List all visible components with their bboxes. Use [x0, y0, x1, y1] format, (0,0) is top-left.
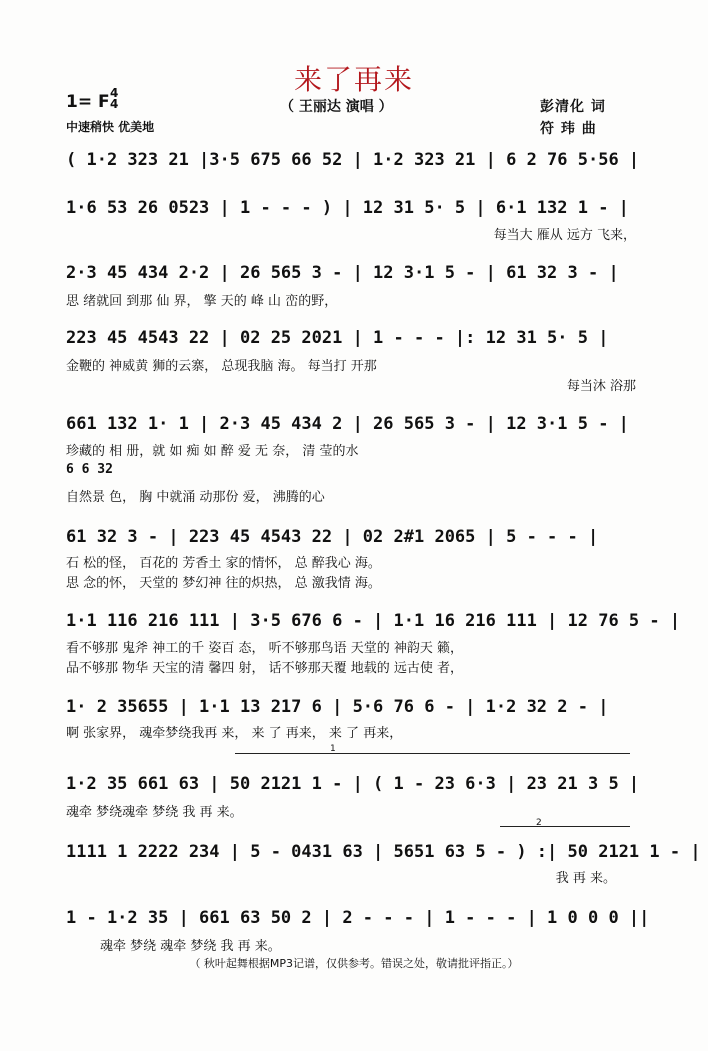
volta-2-bracket — [500, 826, 630, 827]
score-row-3-notes: 2·3 45 434 2·2 | 26 565 3 - | 12 3·1 5 - | 61 32 3 - | — [66, 263, 619, 283]
score-row-5-lyrics-verse2: 自然景 色， 胸 中就涌 动那份 爱， 沸腾的心 — [66, 490, 325, 505]
time-signature-bottom: 4 — [110, 97, 119, 111]
score-row-8-lyrics: 啊 张家界， 魂牵梦绕我再 来， 来 了 再来， 来 了 再来， — [66, 726, 403, 741]
score-row-2-lyrics: 每当大 雁从 远方 飞来， — [493, 228, 636, 243]
score-row-6-notes: 61 32 3 - | 223 45 4543 22 | 02 2#1 2065 | 5 - - - | — [66, 527, 599, 547]
score-row-2-notes: 1·6 53 26 0523 | 1 - - - ) | 12 31 5· 5 | 6·1 132 1 - | — [66, 198, 629, 218]
score-row-5-alt-notes: 6 6 32 — [66, 462, 113, 477]
key-signature: 1= F — [66, 92, 110, 112]
score-row-1-notes: ( 1·2 323 21 |3·5 675 66 52 | 1·2 323 21 | 6 2 76 5·56 | — [66, 150, 640, 170]
score-row-4-lyrics: 金鞭的 神威黄 狮的云寨， 总现我脑 海。 每当打 开那 — [66, 359, 377, 374]
score-row-8-notes: 1· 2 35655 | 1·1 13 217 6 | 5·6 76 6 - | 1·2 32 2 - | — [66, 697, 609, 717]
singer-credit: （ 王丽达 演唱 ） — [280, 99, 393, 115]
score-row-4-notes: 223 45 4543 22 | 02 25 2021 | 1 - - - |: 12 31 5· 5 | — [66, 328, 609, 348]
score-row-7-lyrics: 看不够那 鬼斧 神工的千 姿百 态， 听不够那鸟语 天堂的 神韵天 籁， — [66, 641, 464, 656]
score-row-7-lyrics-verse2: 品不够那 物华 天宝的清 馨四 射， 话不够那天覆 地载的 远古使 者， — [66, 661, 464, 676]
lyricist-credit: 彭清化 词 — [540, 99, 606, 115]
score-row-11-lyrics: 魂牵 梦绕 魂牵 梦绕 我 再 来。 — [100, 939, 281, 954]
score-row-5-lyrics: 珍藏的 相 册，就 如 痴 如 醉 爱 无 奈， 清 莹的水 — [66, 444, 359, 459]
score-row-6-lyrics: 石 松的怪， 百花的 芳香土 家的情怀， 总 醉我心 海。 — [66, 556, 381, 571]
time-signature-top: 4 — [110, 86, 119, 100]
composer-credit: 符 玮 曲 — [540, 121, 597, 137]
time-signature — [110, 88, 118, 110]
footnote: （ 秋叶起舞根据MP3记谱，仅供参考。错误之处，敬请批评指正。） — [189, 957, 519, 970]
volta-2-number: 2 — [536, 818, 542, 828]
score-row-9-notes: 1·2 35 661 63 | 50 2121 1 - | ( 1 - 23 6·3 | 23 21 3 5 | — [66, 774, 640, 794]
score-row-7-notes: 1·1 116 216 111 | 3·5 676 6 - | 1·1 16 216 111 | 12 76 5 - | — [66, 611, 681, 631]
volta-1-number: 1 — [330, 744, 336, 754]
score-row-6-lyrics-verse2: 思 念的怀， 天堂的 梦幻神 往的炽热， 总 激我情 海。 — [66, 576, 381, 591]
score-row-9-lyrics: 魂牵 梦绕魂牵 梦绕 我 再 来。 — [66, 805, 243, 820]
score-row-5-notes: 661 132 1· 1 | 2·3 45 434 2 | 26 565 3 - | 12 3·1 5 - | — [66, 414, 629, 434]
song-title: 来了再来 — [293, 63, 414, 96]
score-row-10-notes: 1111 1 2222 234 | 5 - 0431 63 | 5651 63 5 - ) :| 50 2121 1 - | — [66, 842, 701, 862]
tempo-marking: 中速稍快 优美地 — [66, 120, 155, 134]
score-row-3-lyrics: 思 绪就回 到那 仙 界， 擎 天的 峰 山 峦的野， — [66, 294, 338, 309]
volta-1-bracket — [235, 753, 630, 754]
score-row-11-notes: 1 - 1·2 35 | 661 63 50 2 | 2 - - - | 1 - - - | 1 0 0 0 || — [66, 908, 650, 928]
score-row-4-lyrics-verse2: 每当沐 浴那 — [566, 379, 636, 394]
score-row-10-lyrics: 我 再 来。 — [555, 871, 616, 886]
